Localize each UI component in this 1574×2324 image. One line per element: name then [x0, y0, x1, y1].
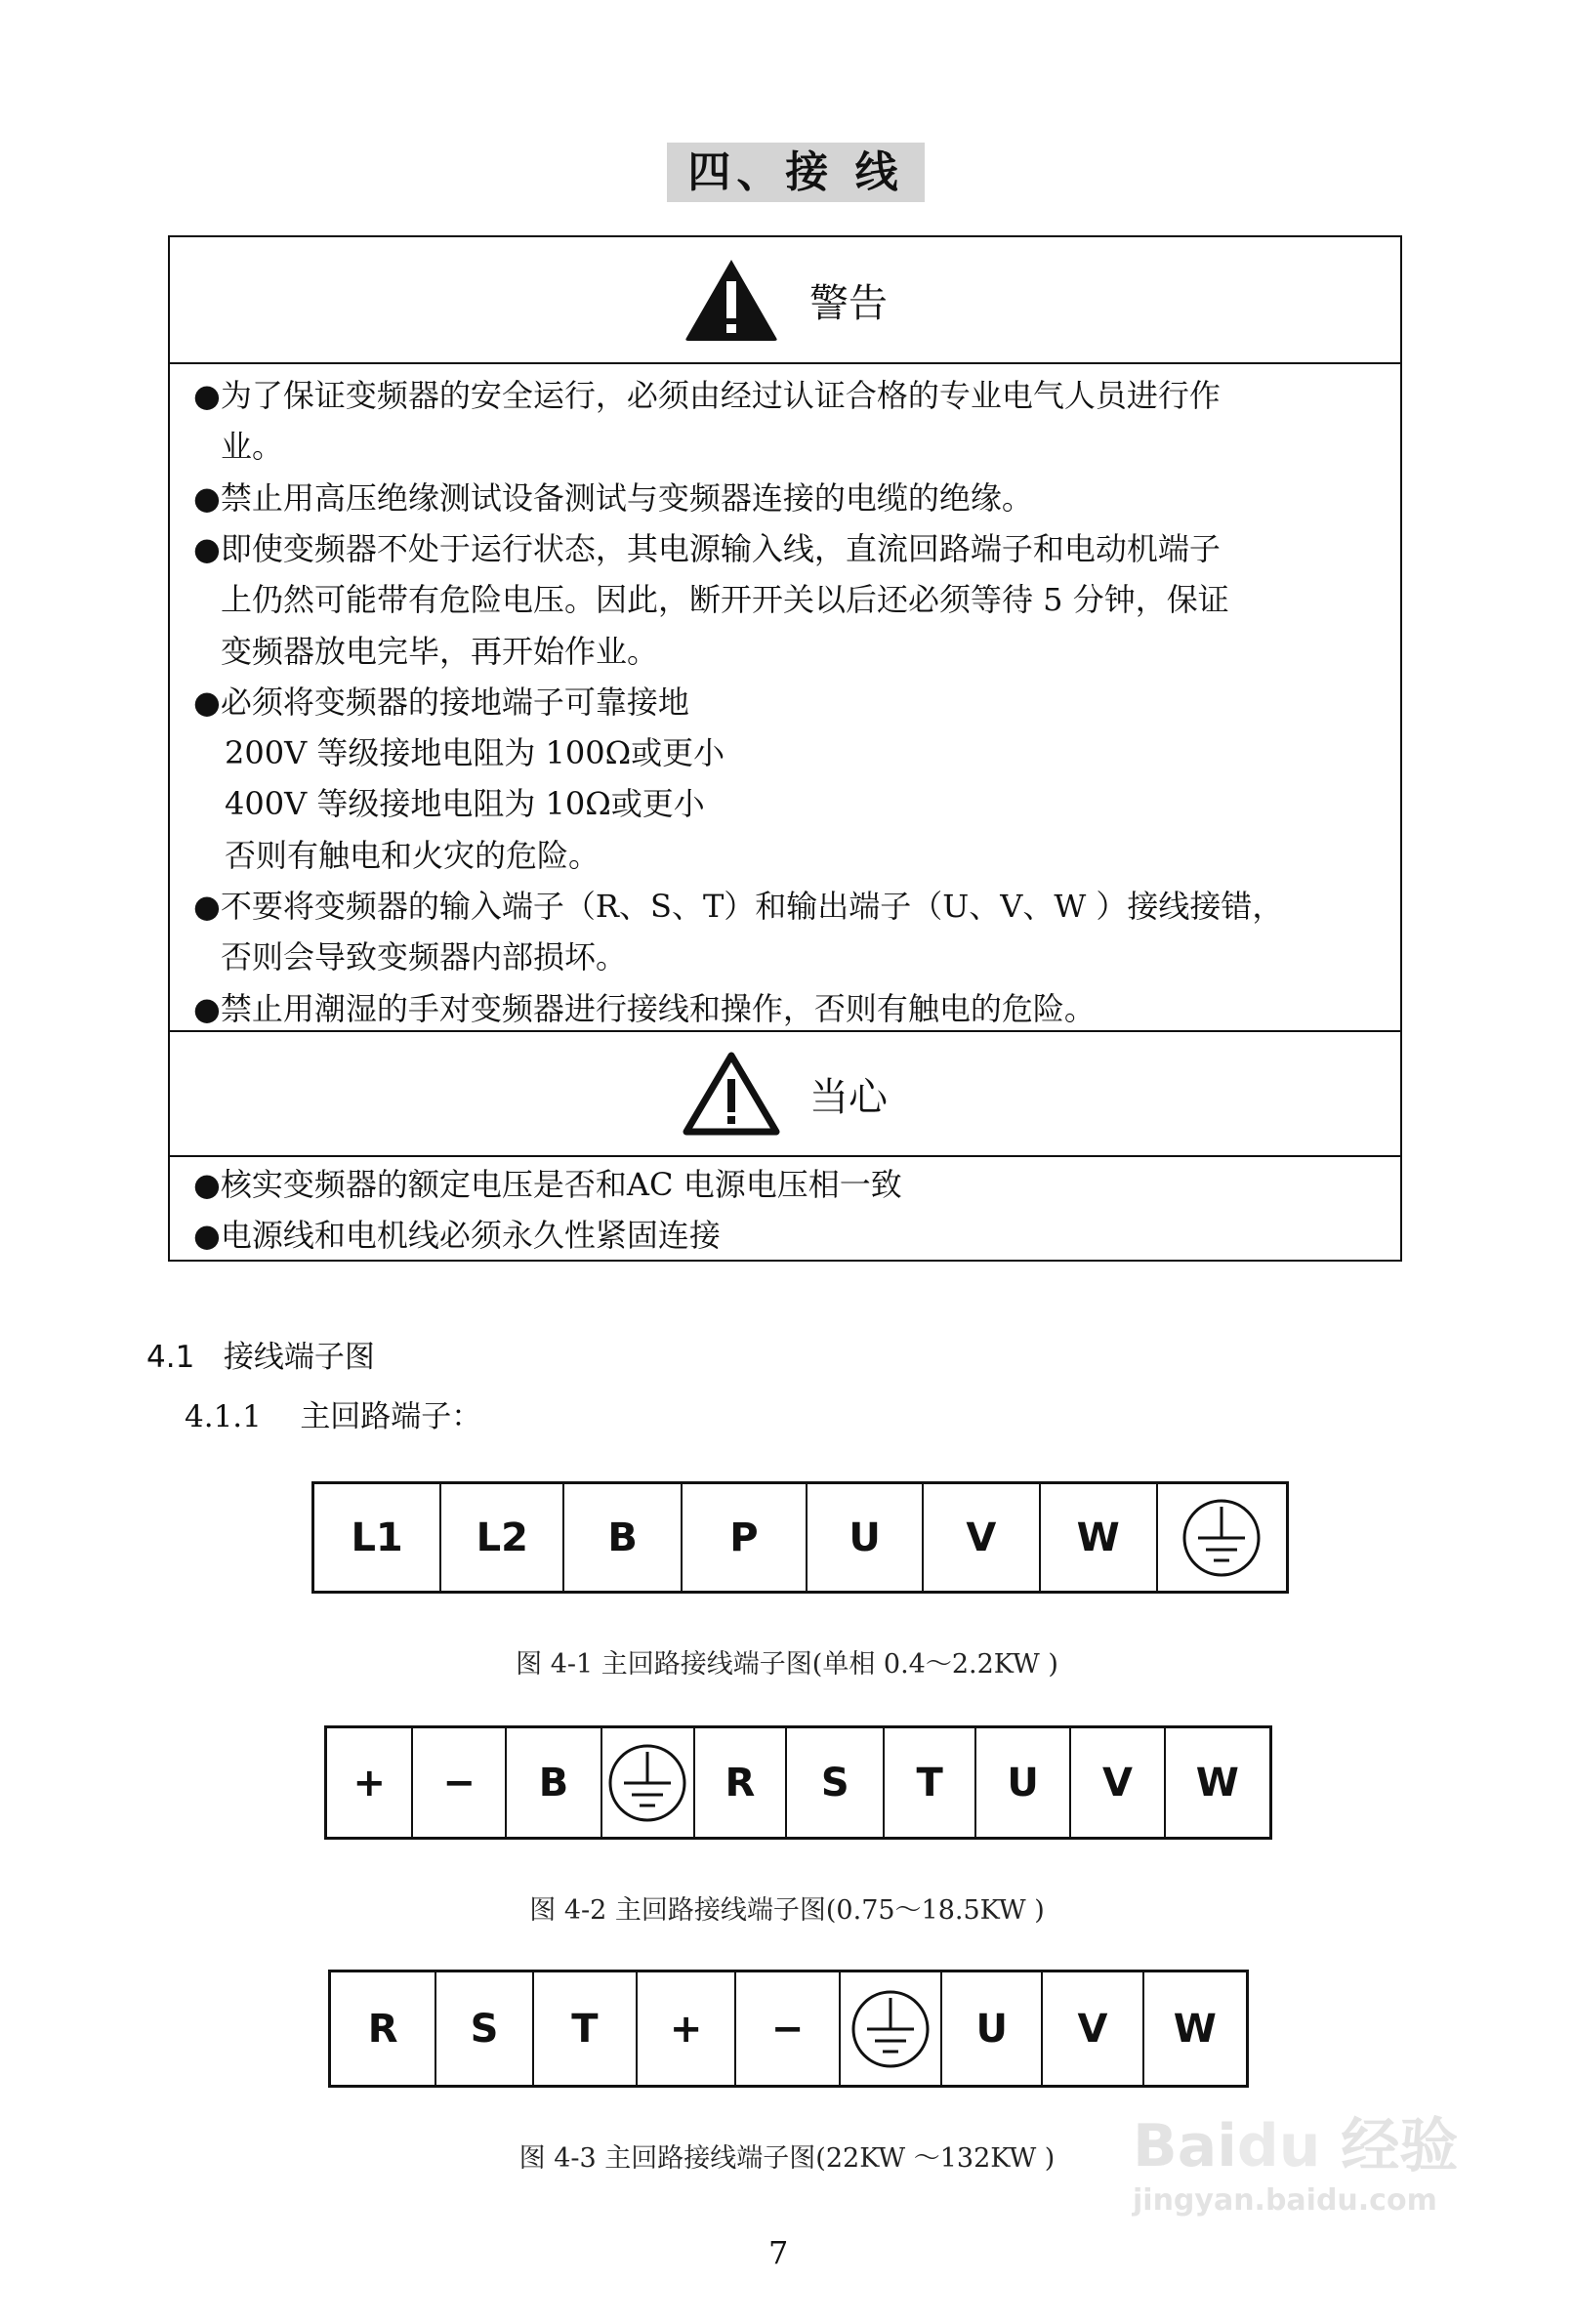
ground-terminal: [841, 1972, 942, 2085]
warning-item: ●即使变频器不处于运行状态，其电源输入线，直流回路端子和电动机端子: [193, 529, 1221, 567]
warning-item: 上仍然可能带有危险电压。因此，断开开关以后还必须等待 5 分钟，保证: [221, 581, 1229, 619]
terminal-−: −: [736, 1972, 840, 2085]
figure-caption: 图 4-1 主回路接线端子图(单相 0.4～2.2KW ): [516, 1649, 1058, 1680]
terminal-−: −: [413, 1728, 506, 1837]
warning-label: 警告: [809, 280, 888, 326]
section-heading: [146, 1332, 375, 1376]
figure-caption: 图 4-3 主回路接线端子图(22KW ～132KW ): [518, 2143, 1056, 2174]
section-number: 4.1: [146, 1340, 195, 1375]
terminal-B: B: [507, 1728, 602, 1837]
warning-item: 业。: [221, 428, 284, 466]
ground-icon: [849, 1988, 932, 2070]
warning-filled-triangle-icon: [683, 258, 780, 342]
warning-item: 变频器放电完毕，再开始作业。: [221, 632, 659, 670]
warning-item: ●禁止用潮湿的手对变频器进行接线和操作，否则有触电的危险。: [193, 989, 1096, 1027]
terminal-S: S: [436, 1972, 533, 2085]
terminal-R: R: [331, 1972, 436, 2085]
warning-item: 400V 等级接地电阻为 10Ω或更小: [225, 785, 705, 823]
terminal-W: W: [1173, 2006, 1217, 2052]
terminal-T: T: [885, 1728, 975, 1837]
ground-terminal: [1158, 1484, 1286, 1591]
warning-header: [170, 237, 1400, 362]
ground-terminal: [602, 1728, 694, 1837]
terminal-V: V: [1071, 1728, 1165, 1837]
terminal-+: +: [327, 1728, 413, 1837]
terminal-T: T: [534, 1972, 638, 2085]
caution-header: [170, 1032, 1400, 1155]
terminal-L1: L1: [314, 1484, 441, 1591]
warning-item: ●禁止用高压绝缘测试设备测试与变频器连接的电缆的绝缘。: [193, 478, 1033, 517]
terminal-U: U: [976, 1728, 1071, 1837]
safety-notice-table: [168, 235, 1402, 1262]
watermark-logo: Baidu 经验 jingyan.baidu.com: [1133, 2112, 1459, 2218]
divider: [170, 1155, 1400, 1157]
warning-item: 否则有触电和火灾的危险。: [225, 836, 601, 874]
ground-icon: [1180, 1497, 1263, 1579]
warning-item: 否则会导致变频器内部损坏。: [221, 938, 628, 976]
subsection-heading: [185, 1391, 481, 1435]
terminal-S: S: [787, 1728, 885, 1837]
caution-item: ●核实变频器的额定电压是否和AC 电源电压相一致: [193, 1166, 902, 1203]
terminal-R: R: [695, 1728, 787, 1837]
warning-item: ●为了保证变频器的安全运行，必须由经过认证合格的专业电气人员进行作: [193, 377, 1221, 414]
terminal-strip: [311, 1481, 1289, 1594]
terminal-strip: [324, 1725, 1272, 1840]
terminal-P: P: [683, 1484, 808, 1591]
terminal-+: +: [638, 1972, 736, 2085]
section-title: 接线端子图: [223, 1340, 375, 1375]
terminal-strip: [328, 1970, 1249, 2088]
terminal-V: V: [924, 1484, 1040, 1591]
ground-icon: [606, 1742, 688, 1824]
terminal-U: U: [808, 1484, 924, 1591]
warning-item: ●必须将变频器的接地端子可靠接地: [193, 683, 689, 721]
terminal-U: U: [942, 1972, 1043, 2085]
divider: [170, 362, 1400, 364]
warning-item: 200V 等级接地电阻为 100Ω或更小: [225, 734, 725, 772]
chapter-title: 四、接 线: [667, 143, 925, 202]
page-number: 7: [768, 2234, 789, 2271]
caution-label: 当心: [809, 1074, 888, 1120]
subsection-number: 4.1.1: [185, 1399, 262, 1434]
caution-item: ●电源线和电机线必须永久性紧固连接: [193, 1217, 721, 1254]
terminal-W: W: [1041, 1484, 1158, 1591]
terminal-V: V: [1043, 1972, 1143, 2085]
terminal-W: W: [1195, 1760, 1239, 1805]
subsection-title: 主回路端子：: [300, 1399, 482, 1434]
warning-item: ●不要将变频器的输入端子（R、S、T）和输出端子（U、V、W ）接线接错，: [193, 888, 1284, 925]
terminal-B: B: [564, 1484, 682, 1591]
figure-caption: 图 4-2 主回路接线端子图(0.75～18.5KW ): [529, 1895, 1045, 1926]
terminal-L2: L2: [441, 1484, 564, 1591]
caution-outline-triangle-icon: [683, 1052, 780, 1136]
